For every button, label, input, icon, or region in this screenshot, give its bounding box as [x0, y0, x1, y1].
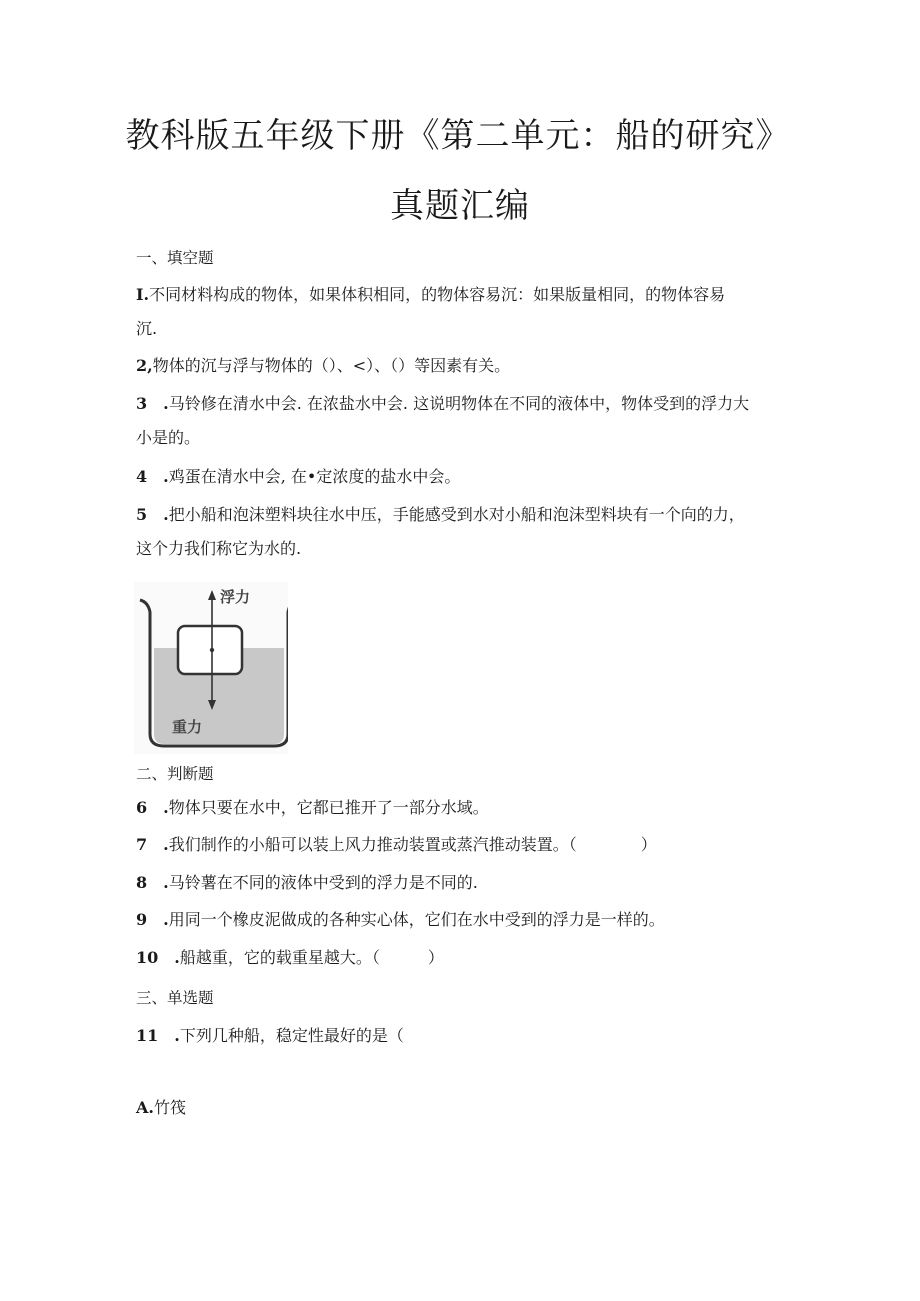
question-number: I. — [136, 285, 150, 304]
question-6 — [136, 797, 489, 819]
question-8 — [136, 872, 478, 894]
question-text: 马铃薯在不同的液体中受到的浮力是不同的. — [168, 873, 478, 892]
page-subtitle: 真题汇编 — [390, 186, 530, 226]
question-text: 不同材料构成的物体，如果体积相同，的物体容易沉：如果版量相同，的物体容易 — [149, 285, 726, 304]
page-title: 教科版五年级下册《第二单元：船的研究》 — [125, 116, 791, 156]
gravity-label: 重力 — [172, 718, 203, 736]
question-10 — [136, 947, 444, 969]
question-text: 物体只要在水中，它都已推开了一部分水域。 — [168, 798, 489, 817]
question-3-cont: 小是的。 — [136, 428, 201, 447]
question-4 — [136, 466, 460, 488]
option-text: 竹筏 — [153, 1098, 186, 1117]
question-7 — [136, 834, 657, 856]
question-number: 9 . — [136, 910, 169, 929]
question-number: 6 . — [136, 798, 169, 817]
question-1-cont: 沉. — [136, 319, 158, 338]
question-11 — [136, 1025, 404, 1047]
section-single-choice: 三、单选题 — [136, 989, 214, 1007]
question-number: 8 . — [136, 873, 169, 892]
section-judgment: 二、判断题 — [136, 765, 214, 783]
question-text: 我们制作的小船可以装上风力推动装置或蒸汽推动装置。（ ） — [168, 835, 657, 854]
question-text: 把小船和泡沫塑料块往水中压，手能感受到水对小船和泡沫型料块有一个向的力， — [168, 505, 745, 524]
section-fill-blank: 一、填空题 — [136, 249, 214, 267]
buoyancy-diagram — [134, 582, 288, 754]
question-text: 用同一个橡皮泥做成的各种实心体，它们在水中受到的浮力是一样的。 — [168, 910, 665, 929]
question-5-cont: 这个力我们称它为水的. — [136, 539, 302, 558]
option-label: A. — [136, 1098, 154, 1117]
question-text: 物体的沉与浮与物体的（）、<）、（）等因素有关。 — [152, 356, 511, 375]
question-number: 5 . — [136, 505, 169, 524]
question-number: 2, — [136, 356, 153, 375]
question-number: 4 . — [136, 467, 169, 486]
question-number: 7 . — [136, 835, 169, 854]
question-number: 10 . — [136, 948, 180, 967]
question-text: 船越重，它的载重星越大。（ ） — [179, 948, 444, 967]
question-text: 马铃修在清水中会. 在浓盐水中会. 这说明物体在不同的液体中，物体受到的浮力大 — [168, 394, 750, 413]
question-number: 3 . — [136, 394, 169, 413]
question-text: 下列几种船，稳定性最好的是（ — [179, 1026, 404, 1045]
question-text: 鸡蛋在清水中会, 在•定浓度的盐水中会。 — [168, 467, 461, 486]
question-5 — [136, 504, 745, 526]
question-number: 11 . — [136, 1026, 180, 1045]
question-2 — [136, 355, 510, 377]
question-1 — [136, 284, 725, 306]
question-3 — [136, 393, 749, 415]
buoyancy-label: 浮力 — [220, 588, 251, 606]
option-a — [136, 1097, 186, 1119]
question-9 — [136, 909, 665, 931]
